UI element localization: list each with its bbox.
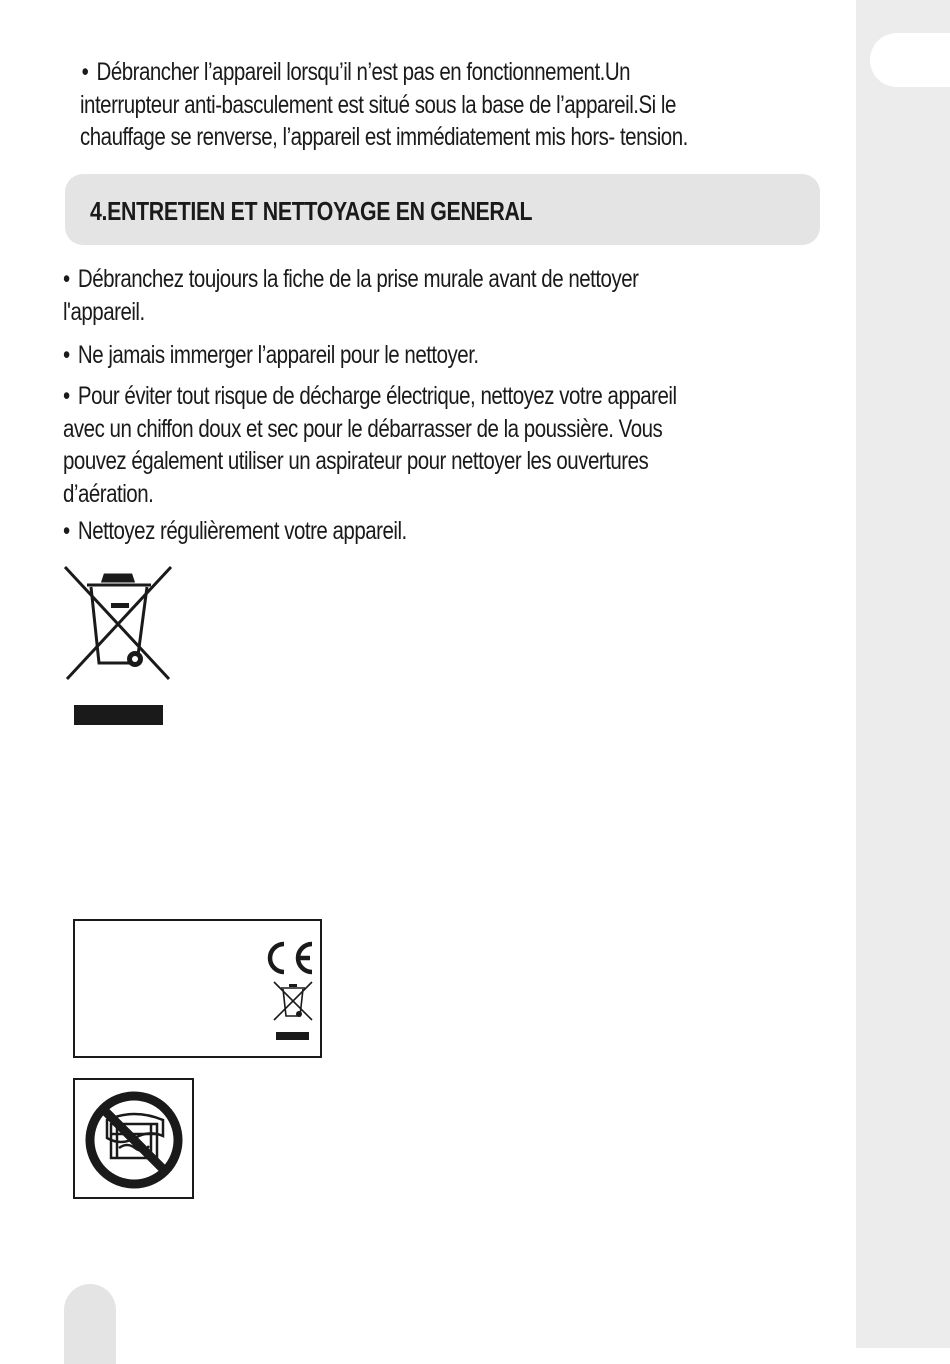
side-margin-strip	[856, 0, 950, 1348]
ce-mark-icon	[262, 939, 316, 977]
intro-line-3: chauffage se renverse, l’appareil est immédiatement mis hors- tension.	[80, 123, 688, 151]
bullet-dot: •	[63, 382, 70, 410]
bullet-clean-line-3: pouvez également utiliser un aspirateur pour nettoyer les ouvertures	[63, 447, 649, 475]
bullet-clean-line-2: avec un chiffon doux et sec pour le débarrasser de la poussière. Vous	[63, 414, 663, 443]
intro-line-2: interrupteur anti-basculement est situé sous la base de l’appareil.Si le	[80, 90, 676, 119]
bullet-dot: •	[63, 341, 70, 369]
bullet-unplug	[63, 263, 638, 328]
bullet-clean-line-4: d’aération.	[63, 479, 154, 508]
bullet-dot: •	[63, 265, 70, 293]
bullet-dot: •	[81, 58, 89, 86]
bullet-no-immerse-line-1: Ne jamais immerger l’appareil pour le nettoyer.	[77, 341, 479, 369]
section-title: 4.ENTRETIEN ET NETTOYAGE EN GENERAL	[90, 196, 533, 226]
intro-bullet	[80, 56, 688, 154]
bullet-clean-line-1: Pour éviter tout risque de décharge électrique, nettoyez votre appareil	[77, 382, 677, 410]
crossed-out-wheelie-bin-icon	[271, 980, 315, 1022]
page-number-tab	[64, 1284, 116, 1364]
intro-line-1: Débrancher l’appareil lorsqu’il n’est pas en fonctionnement.Un	[96, 58, 631, 86]
bullet-unplug-line-2: l'appareil.	[63, 297, 145, 326]
bullet-clean-method	[63, 380, 677, 510]
bullet-dot: •	[63, 517, 70, 545]
bullet-no-immerse	[63, 339, 479, 372]
crossed-out-wheelie-bin-icon	[63, 563, 173, 683]
do-not-cover-icon	[83, 1090, 185, 1190]
weee-underline-bar-small	[276, 1032, 309, 1040]
bullet-unplug-line-1: Débranchez toujours la fiche de la prise murale avant de nettoyer	[77, 265, 639, 293]
bullet-regular-line-1: Nettoyez régulièrement votre appareil.	[77, 517, 407, 545]
side-thumb-tab	[870, 33, 950, 87]
bullet-regular-clean	[63, 515, 407, 548]
weee-underline-bar	[74, 705, 163, 725]
